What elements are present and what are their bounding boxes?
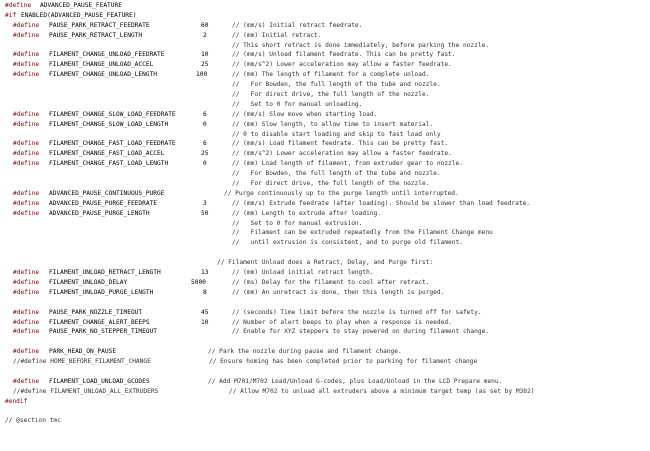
preprocessor-keyword: #define <box>13 288 40 296</box>
macro-name: FILAMENT_CHANGE_UNLOAD_LENGTH <box>49 71 158 79</box>
code-line <box>0 327 650 337</box>
macro-value: 50 <box>201 209 209 217</box>
macro-name: FILAMENT_CHANGE_UNLOAD_FEEDRATE <box>49 51 165 59</box>
code-comment: // For direct drive, the full length of the nozzle. <box>232 91 430 99</box>
macro-value: 45 <box>201 308 209 316</box>
macro-name: FILAMENT_CHANGE_FAST_LOAD_FEEDRATE <box>49 140 176 148</box>
preprocessor-keyword: #define <box>5 2 32 9</box>
macro-value: 3 <box>203 199 207 207</box>
macro-value: 10 <box>201 318 209 326</box>
code-comment: // (seconds) Time limit before the nozzle is turned off for safety. <box>232 308 482 316</box>
code-line <box>0 258 650 268</box>
code-line <box>0 278 650 288</box>
macro-name: FILAMENT_CHANGE_FAST_LOAD_LENGTH <box>49 160 169 168</box>
code-comment: // (mm/s^2) Lower acceleration may allow a faster feedrate. <box>232 150 452 158</box>
code-comment: // (mm/s^2) Lower acceleration may allow a faster feedrate. <box>232 61 452 69</box>
code-comment: // For direct drive, the full length of the nozzle. <box>232 180 430 188</box>
code-comment: // (mm/s) Initial retract feedrate. <box>232 21 363 29</box>
code-comment: // Add M701/M702 Load/Unload G-codes, plus Load/Unload in the LCD Prepare menu. <box>208 377 503 385</box>
code-comment: // Filament Unload does a Retract, Delay, and Purge first: <box>217 259 434 267</box>
preprocessor-keyword: #define <box>13 269 40 277</box>
code-comment: // Filament can be extruded repeatedly from the Filament Change menu <box>232 229 493 237</box>
preprocessor-keyword: #define <box>13 110 40 118</box>
macro-name: FILAMENT_CHANGE_UNLOAD_ACCEL <box>49 61 154 69</box>
code-line <box>0 238 650 248</box>
preprocessor-keyword: #define <box>13 278 40 286</box>
macro-value: 2 <box>203 31 207 39</box>
code-line <box>0 90 650 100</box>
macro-name: ENABLED(ADVANCED_PAUSE_FEATURE) <box>21 11 137 19</box>
preprocessor-keyword: #define <box>13 318 40 326</box>
preprocessor-keyword: #if <box>5 11 17 19</box>
preprocessor-keyword: #define <box>13 308 40 316</box>
macro-name: FILAMENT_UNLOAD_RETRACT_LENGTH <box>49 269 161 277</box>
preprocessor-keyword: #define <box>13 71 40 79</box>
code-comment: // (mm) Load length of filament, from extruder gear to nozzle. <box>232 160 463 168</box>
code-comment: // (ms) Delay for the filament to cool after retract. <box>232 278 430 286</box>
macro-name: FILAMENT_CHANGE_SLOW_LOAD_FEEDRATE <box>49 110 176 118</box>
code-comment: // (mm) Initial retract. <box>232 31 322 39</box>
code-line <box>0 387 650 397</box>
preprocessor-keyword: #define <box>13 51 40 59</box>
macro-name: FILAMENT_LOAD_UNLOAD_GCODES <box>49 377 150 385</box>
macro-value: 0 <box>203 120 207 128</box>
macro-value: 13 <box>201 269 209 277</box>
code-line <box>0 288 650 298</box>
code-comment: // Allow M702 to unload all extruders above a minimum target temp (as set by M302) <box>229 387 535 395</box>
macro-name: PAUSE_PARK_RETRACT_FEEDRATE <box>49 21 150 29</box>
code-comment: //#define HOME_BEFORE_FILAMENT_CHANGE <box>13 358 151 366</box>
code-line <box>0 1 650 11</box>
code-comment: // (mm/s) Load filament feedrate. This can be pretty fast. <box>232 140 449 148</box>
code-comment: // Number of alert beeps to play when a response is needed. <box>232 318 452 326</box>
code-line <box>0 308 650 318</box>
macro-name: PAUSE_PARK_NOZZLE_TIMEOUT <box>49 308 143 316</box>
code-comment: // (mm/s) Slow move when starting load. <box>232 110 378 118</box>
code-comment: //#define FILAMENT_UNLOAD_ALL_EXTRUDERS <box>13 387 159 395</box>
macro-name: FILAMENT_UNLOAD_DELAY <box>49 278 128 286</box>
code-line <box>0 120 650 130</box>
macro-name: ADVANCED_PAUSE_PURGE_LENGTH <box>49 209 150 217</box>
code-line <box>0 149 650 159</box>
code-line <box>0 50 650 60</box>
code-comment: // (mm/s) Unload filament feedrate. This can be pretty fast. <box>232 51 456 59</box>
code-line <box>0 159 650 169</box>
code-line <box>0 60 650 70</box>
code-comment: // For Bowden, the full length of the tube and nozzle. <box>232 81 441 89</box>
code-line <box>0 337 650 347</box>
code-line <box>0 11 650 21</box>
code-comment: // (mm) An unretract is done, then this length is purged. <box>232 288 445 296</box>
preprocessor-keyword: #define <box>13 189 40 197</box>
code-line <box>0 407 650 417</box>
code-comment: // Set to 0 for manual extrusion. <box>232 219 363 227</box>
code-line <box>0 189 650 199</box>
macro-value: 60 <box>201 21 209 29</box>
macro-name: ADVANCED_PAUSE_PURGE_FEEDRATE <box>49 199 158 207</box>
code-comment: // For Bowden, the full length of the tube and nozzle. <box>232 170 441 178</box>
macro-name: FILAMENT_CHANGE_FAST_LOAD_ACCEL <box>49 150 165 158</box>
code-line <box>0 100 650 110</box>
code-comment: // Enable for XYZ steppers to stay powered on during filament change. <box>232 328 490 336</box>
code-line <box>0 416 650 426</box>
macro-name: PAUSE_PARK_NO_STEPPER_TIMEOUT <box>49 328 158 336</box>
code-comment: // (mm) Length to extrude after loading. <box>232 209 382 217</box>
preprocessor-keyword: #define <box>13 120 40 128</box>
code-comment: // until extrusion is consistent, and to purge old filament. <box>232 239 463 247</box>
preprocessor-keyword: #define <box>13 150 40 158</box>
code-line <box>0 80 650 90</box>
preprocessor-keyword: #define <box>13 209 40 217</box>
macro-value: 10 <box>201 51 209 59</box>
code-line <box>0 367 650 377</box>
macro-value: 8 <box>203 288 207 296</box>
code-line <box>0 357 650 367</box>
preprocessor-keyword: #define <box>13 328 40 336</box>
preprocessor-keyword: #define <box>13 377 40 385</box>
code-comment: // 0 to disable start loading and skip to fast load only <box>232 130 441 138</box>
macro-name: FILAMENT_CHANGE_SLOW_LOAD_LENGTH <box>49 120 169 128</box>
code-line <box>0 347 650 357</box>
preprocessor-keyword: #define <box>13 199 40 207</box>
code-comment: // (mm) Unload initial retract length. <box>232 269 374 277</box>
macro-value: 5000 <box>191 278 206 286</box>
preprocessor-keyword: #define <box>13 21 40 29</box>
code-line <box>0 70 650 80</box>
code-comment: // This short retract is done immediately, before parking the nozzle. <box>232 41 490 49</box>
code-line <box>0 228 650 238</box>
preprocessor-keyword: #define <box>13 348 40 356</box>
code-line <box>0 318 650 328</box>
macro-value: 0 <box>203 160 207 168</box>
code-comment: // Ensure homing has been completed prior to parking for filament change <box>209 358 478 366</box>
code-line <box>0 139 650 149</box>
code-line <box>0 41 650 51</box>
macro-name: PAUSE_PARK_RETRACT_LENGTH <box>49 31 143 39</box>
code-line <box>0 169 650 179</box>
code-line <box>0 298 650 308</box>
code-comment: // Set to 0 for manual unloading. <box>232 100 363 108</box>
macro-value: 100 <box>196 71 208 79</box>
code-line <box>0 397 650 407</box>
preprocessor-keyword: #define <box>13 140 40 148</box>
code-comment: // Park the nozzle during pause and filament change. <box>208 348 402 356</box>
code-comment: // Purge continuously up to the purge length until interrupted. <box>224 189 459 197</box>
preprocessor-keyword: #define <box>13 61 40 69</box>
code-line <box>0 248 650 258</box>
macro-name: FILAMENT_UNLOAD_PURGE_LENGTH <box>49 288 154 296</box>
code-comment: // (mm/s) Extrude feedrate (after loading). Should be slower than load feedrate. <box>232 199 531 207</box>
macro-value: 6 <box>203 110 207 118</box>
preprocessor-keyword: #define <box>13 31 40 39</box>
code-comment: // (mm) Slow length, to allow time to insert material. <box>232 120 434 128</box>
code-comment: // @section tmc <box>5 417 61 425</box>
code-line <box>0 199 650 209</box>
code-line <box>0 21 650 31</box>
preprocessor-keyword: #define <box>13 160 40 168</box>
code-line <box>0 209 650 219</box>
code-line <box>0 31 650 41</box>
code-comment: // (mm) The length of filament for a complete unload. <box>232 71 430 79</box>
code-line <box>0 219 650 229</box>
macro-name: ADVANCED_PAUSE_FEATURE <box>40 2 122 9</box>
macro-name: PARK_HEAD_ON_PAUSE <box>49 348 117 356</box>
preprocessor-keyword: #endif <box>5 397 28 405</box>
macro-name: ADVANCED_PAUSE_CONTINUOUS_PURGE <box>49 189 165 197</box>
macro-value: 6 <box>203 140 207 148</box>
code-line <box>0 179 650 189</box>
macro-name: FILAMENT_CHANGE_ALERT_BEEPS <box>49 318 150 326</box>
macro-value: 25 <box>201 150 209 158</box>
macro-value: 25 <box>201 61 209 69</box>
code-line <box>0 110 650 120</box>
code-line <box>0 130 650 140</box>
code-line <box>0 268 650 278</box>
code-line <box>0 377 650 387</box>
